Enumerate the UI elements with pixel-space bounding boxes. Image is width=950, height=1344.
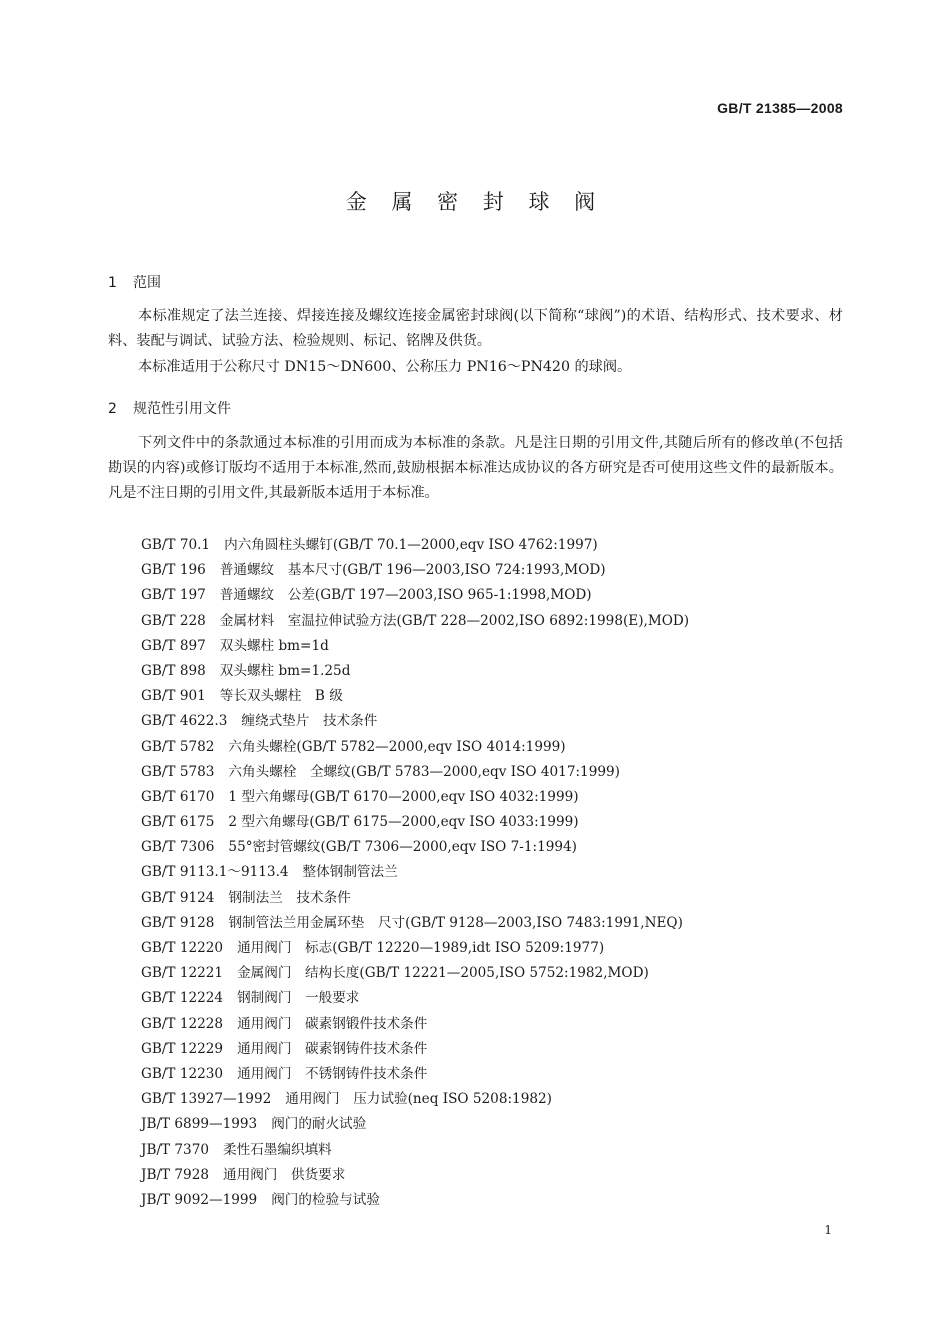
- reference-code: JB/T 9092—1999: [141, 1191, 258, 1208]
- reference-item: [141, 659, 689, 684]
- reference-code: GB/T 197: [141, 587, 206, 604]
- reference-item: [141, 785, 689, 810]
- reference-code: GB/T 12224: [141, 990, 224, 1007]
- reference-code: GB/T 12229: [141, 1040, 224, 1057]
- reference-code: GB/T 12221: [141, 965, 224, 982]
- reference-code: GB/T 901: [141, 688, 206, 705]
- reference-code: GB/T 5783: [141, 763, 215, 780]
- section-2-heading: [108, 398, 231, 418]
- reference-code: GB/T 70.1: [141, 537, 211, 553]
- reference-title: 普通螺纹 公差(GB/T 197—2003,ISO 965-1:1998,MOD): [219, 587, 592, 604]
- section-1-paragraph-1: 本标准规定了法兰连接、焊接连接及螺纹连接金属密封球阀(以下简称“球阀”)的术语、结构形式、技术要求、材料、装配与调试、试验方法、检验规则、标记、铭牌及供货。: [108, 308, 843, 350]
- reference-item: [141, 886, 689, 911]
- reference-item: [141, 1037, 689, 1062]
- section-2-intro: 下列文件中的条款通过本标准的引用而成为本标准的条款。凡是注日期的引用文件,其随后所有的修改单(不包括勘误的内容)或修订版均不适用于本标准,然而,鼓励根据本标准达成协议的各方研究是否可使用这些文件的最新版本。凡是不注日期的引用文件,其最新版本适用于本标准。: [108, 435, 843, 502]
- reference-title: 阀门的检验与试验: [271, 1191, 380, 1208]
- section-2-number: 2: [108, 401, 117, 417]
- reference-item: [141, 961, 689, 986]
- reference-item: [141, 986, 689, 1011]
- reference-title: 钢制法兰 技术条件: [228, 889, 351, 906]
- reference-title: 1 型六角螺母(GB/T 6170—2000,eqv ISO 4032:1999): [228, 788, 579, 805]
- reference-title: 柔性石墨编织填料: [223, 1141, 332, 1158]
- reference-code: GB/T 12220: [141, 940, 224, 956]
- reference-item: [141, 609, 689, 634]
- reference-item: [141, 936, 689, 961]
- normative-reference-list: [141, 533, 689, 1213]
- reference-item: [141, 810, 689, 835]
- reference-title: 2 型六角螺母(GB/T 6175—2000,eqv ISO 4033:1999): [228, 814, 579, 831]
- reference-item: [141, 684, 689, 709]
- reference-title: 等长双头螺柱 B 级: [219, 688, 343, 705]
- reference-code: GB/T 9128: [141, 914, 215, 931]
- reference-title: 缠绕式垫片 技术条件: [241, 713, 378, 730]
- section-1-number: 1: [108, 275, 117, 291]
- reference-code: GB/T 9113.1～9113.4: [141, 864, 289, 881]
- reference-code: GB/T 228: [141, 612, 206, 629]
- section-1-title: 范围: [133, 275, 161, 291]
- reference-item: [141, 735, 689, 760]
- reference-item: [141, 634, 689, 659]
- reference-title: 通用阀门 碳素钢锻件技术条件: [237, 1015, 428, 1032]
- reference-title: 通用阀门 标志(GB/T 12220—1989,idt ISO 5209:1977): [237, 940, 605, 956]
- reference-code: GB/T 5782: [141, 738, 215, 755]
- document-title: 金 属 密 封 球 阀: [345, 190, 605, 214]
- reference-title: 钢制管法兰用金属环垫 尺寸(GB/T 9128—2003,ISO 7483:1991,NEQ): [228, 914, 683, 931]
- page-number: 1: [824, 1223, 832, 1237]
- reference-item: [141, 911, 689, 936]
- reference-item: [141, 760, 689, 785]
- reference-code: GB/T 897: [141, 637, 206, 654]
- reference-title: 金属材料 室温拉伸试验方法(GB/T 228—2002,ISO 6892:1998(E),MOD): [219, 612, 690, 629]
- reference-code: GB/T 12230: [141, 1065, 224, 1082]
- reference-title: 六角头螺栓 全螺纹(GB/T 5783—2000,eqv ISO 4017:1999): [228, 763, 620, 780]
- reference-title: 普通螺纹 基本尺寸(GB/T 196—2003,ISO 724:1993,MOD): [219, 562, 606, 579]
- reference-title: 钢制阀门 一般要求: [237, 990, 360, 1007]
- reference-item: [141, 1112, 689, 1137]
- reference-title: 通用阀门 压力试验(neq ISO 5208:1982): [285, 1091, 552, 1108]
- reference-code: GB/T 196: [141, 562, 206, 579]
- reference-item: [141, 558, 689, 583]
- reference-code: GB/T 6170: [141, 788, 215, 805]
- reference-item: [141, 1087, 689, 1112]
- reference-item: [141, 1012, 689, 1037]
- reference-code: JB/T 7928: [141, 1166, 210, 1183]
- reference-code: GB/T 12228: [141, 1015, 224, 1032]
- reference-item: [141, 1188, 689, 1213]
- reference-title: 55°密封管螺纹(GB/T 7306—2000,eqv ISO 7-1:1994): [228, 839, 577, 856]
- reference-title: 双头螺柱 bm=1d: [219, 637, 329, 654]
- reference-item: [141, 835, 689, 860]
- section-1-heading: [108, 272, 161, 292]
- reference-item: [141, 533, 689, 558]
- standard-code: GB/T 21385—2008: [717, 100, 843, 116]
- reference-title: 金属阀门 结构长度(GB/T 12221—2005,ISO 5752:1982,MOD): [237, 965, 649, 982]
- reference-title: 整体钢制管法兰: [302, 864, 398, 881]
- reference-code: GB/T 13927—1992: [141, 1091, 272, 1108]
- reference-title: 通用阀门 供货要求: [223, 1166, 346, 1183]
- reference-code: GB/T 4622.3: [141, 713, 228, 730]
- reference-title: 双头螺柱 bm=1.25d: [219, 662, 351, 679]
- reference-item: [141, 583, 689, 608]
- reference-title: 通用阀门 碳素钢铸件技术条件: [237, 1040, 428, 1057]
- section-1-paragraph-2: 本标准适用于公称尺寸 DN15～DN600、公称压力 PN16～PN420 的球阀。: [138, 359, 632, 375]
- section-2-title: 规范性引用文件: [133, 401, 231, 417]
- reference-code: GB/T 9124: [141, 889, 215, 906]
- reference-title: 六角头螺栓(GB/T 5782—2000,eqv ISO 4014:1999): [228, 738, 566, 755]
- reference-item: [141, 709, 689, 734]
- reference-title: 阀门的耐火试验: [271, 1116, 367, 1133]
- reference-item: [141, 860, 689, 885]
- reference-title: 内六角圆柱头螺钉(GB/T 70.1—2000,eqv ISO 4762:1997): [224, 537, 598, 553]
- reference-code: GB/T 898: [141, 662, 206, 679]
- reference-item: [141, 1138, 689, 1163]
- reference-code: JB/T 7370: [141, 1141, 210, 1158]
- reference-code: GB/T 7306: [141, 839, 215, 856]
- reference-item: [141, 1062, 689, 1087]
- reference-code: GB/T 6175: [141, 814, 215, 831]
- reference-item: [141, 1163, 689, 1188]
- reference-title: 通用阀门 不锈钢铸件技术条件: [237, 1065, 428, 1082]
- reference-code: JB/T 6899—1993: [141, 1116, 258, 1133]
